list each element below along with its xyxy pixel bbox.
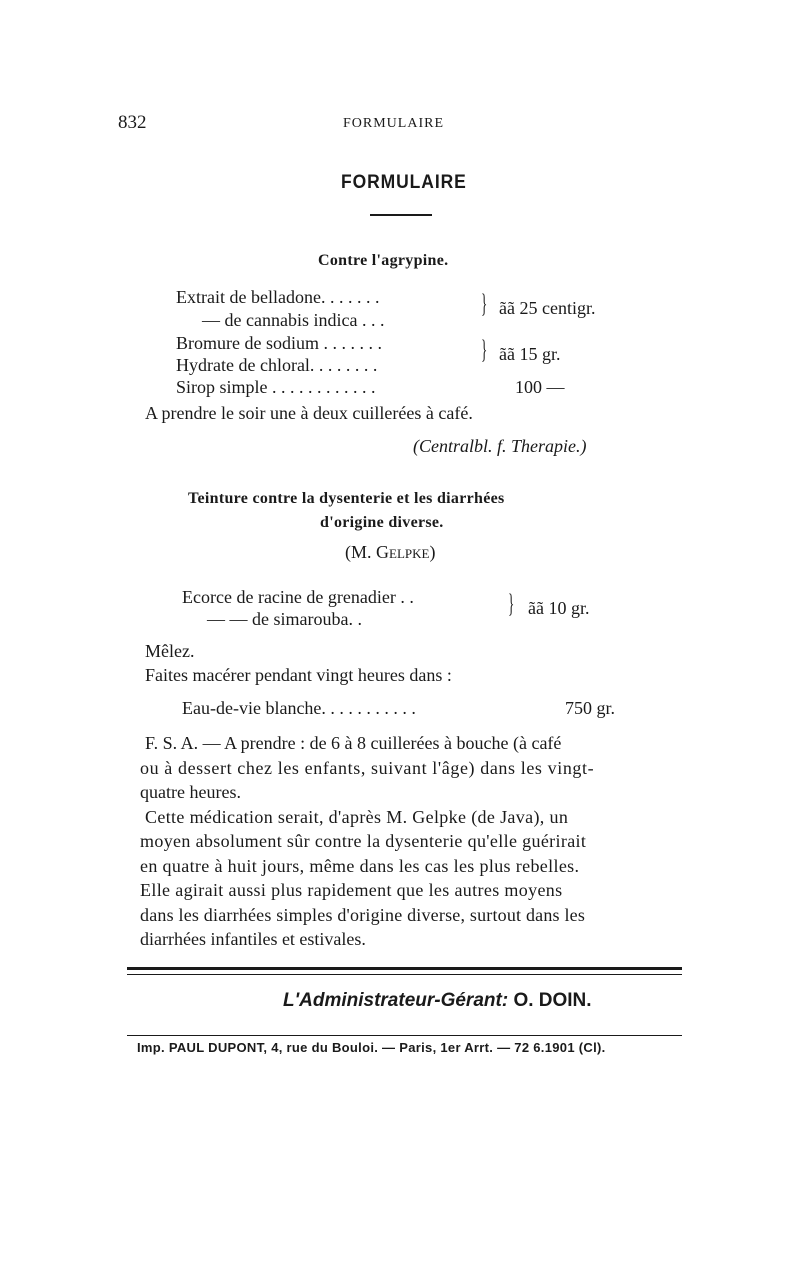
eau-de-vie: Eau-de-vie blanche. . . . . . . . . . .	[182, 698, 416, 718]
author-name: Gelpke	[376, 542, 430, 562]
admin-label: L'Administrateur-Gérant:	[283, 990, 509, 1011]
section1-instruction: A prendre le soir une à deux cuillerées à café.	[145, 403, 473, 423]
administrator-line	[283, 990, 592, 1012]
maceration: Faites macérer pendant vingt heures dans :	[145, 665, 452, 685]
para2-line4: Elle agirait aussi plus rapidement que les autres moyens	[140, 880, 563, 900]
section2-heading-line1: Teinture contre la dysenterie et les diarrhées	[188, 490, 505, 507]
author-suffix: )	[429, 542, 436, 562]
page-title: FORMULAIRE	[341, 172, 467, 193]
ingredient-4: Hydrate de chloral. . . . . . . .	[176, 355, 378, 375]
section1-heading: Contre l'agrypine.	[318, 252, 449, 269]
section1-source: (Centralbl. f. Therapie.)	[413, 436, 587, 456]
para2-line1: Cette médication serait, d'après M. Gelpke (de Java), un	[145, 807, 569, 827]
ingredient-5: Sirop simple . . . . . . . . . . . .	[176, 377, 376, 397]
brace-1: }	[481, 289, 488, 318]
s2-ingredient-1: Ecorce de racine de grenadier . .	[182, 587, 414, 607]
section2-heading-line2: d'origine diverse.	[320, 514, 444, 531]
dose-3: 100 —	[515, 377, 565, 397]
admin-name: O. DOIN.	[513, 990, 592, 1011]
page-number: 832	[118, 112, 147, 133]
para1-line1: F. S. A. — A prendre : de 6 à 8 cuillerées à bouche (à café	[145, 733, 562, 753]
dose-2: ãã 15 gr.	[499, 344, 561, 364]
eau-de-vie-dose: 750 gr.	[565, 698, 616, 718]
section2-author	[345, 542, 435, 563]
running-title: FORMULAIRE	[343, 116, 445, 131]
brace-3: }	[508, 589, 515, 618]
melez: Mêlez.	[145, 641, 195, 661]
ingredient-3: Bromure de sodium . . . . . . .	[176, 333, 382, 353]
para1-line2: ou à dessert chez les enfants, suivant l'âge) dans les vingt-	[140, 758, 595, 778]
para1-line3: quatre heures.	[140, 782, 241, 802]
para2-line6: diarrhées infantiles et estivales.	[140, 929, 366, 949]
s2-dose: ãã 10 gr.	[528, 598, 590, 618]
ingredient-1: Extrait de belladone. . . . . . .	[176, 287, 380, 307]
para2-line2: moyen absolument sûr contre la dysenterie qu'elle guérirait	[140, 831, 587, 851]
imprint-rule	[127, 1035, 682, 1036]
ingredient-2: — de cannabis indica . . .	[202, 310, 385, 330]
s2-ingredient-2: — — de simarouba. .	[207, 609, 362, 629]
dose-1: ãã 25 centigr.	[499, 298, 596, 318]
brace-2: }	[481, 335, 488, 364]
title-divider	[370, 214, 432, 216]
imprint: Imp. PAUL DUPONT, 4, rue du Bouloi. — Paris, 1er Arrt. — 72 6.1901 (Cl).	[137, 1040, 606, 1055]
footer-rule-thick	[127, 967, 682, 970]
para2-line3: en quatre à huit jours, même dans les cas les plus rebelles.	[140, 856, 580, 876]
para2-line5: dans les diarrhées simples d'origine diverse, surtout dans les	[140, 905, 586, 925]
author-prefix: (M.	[345, 542, 376, 562]
footer-rule-thin	[127, 974, 682, 975]
